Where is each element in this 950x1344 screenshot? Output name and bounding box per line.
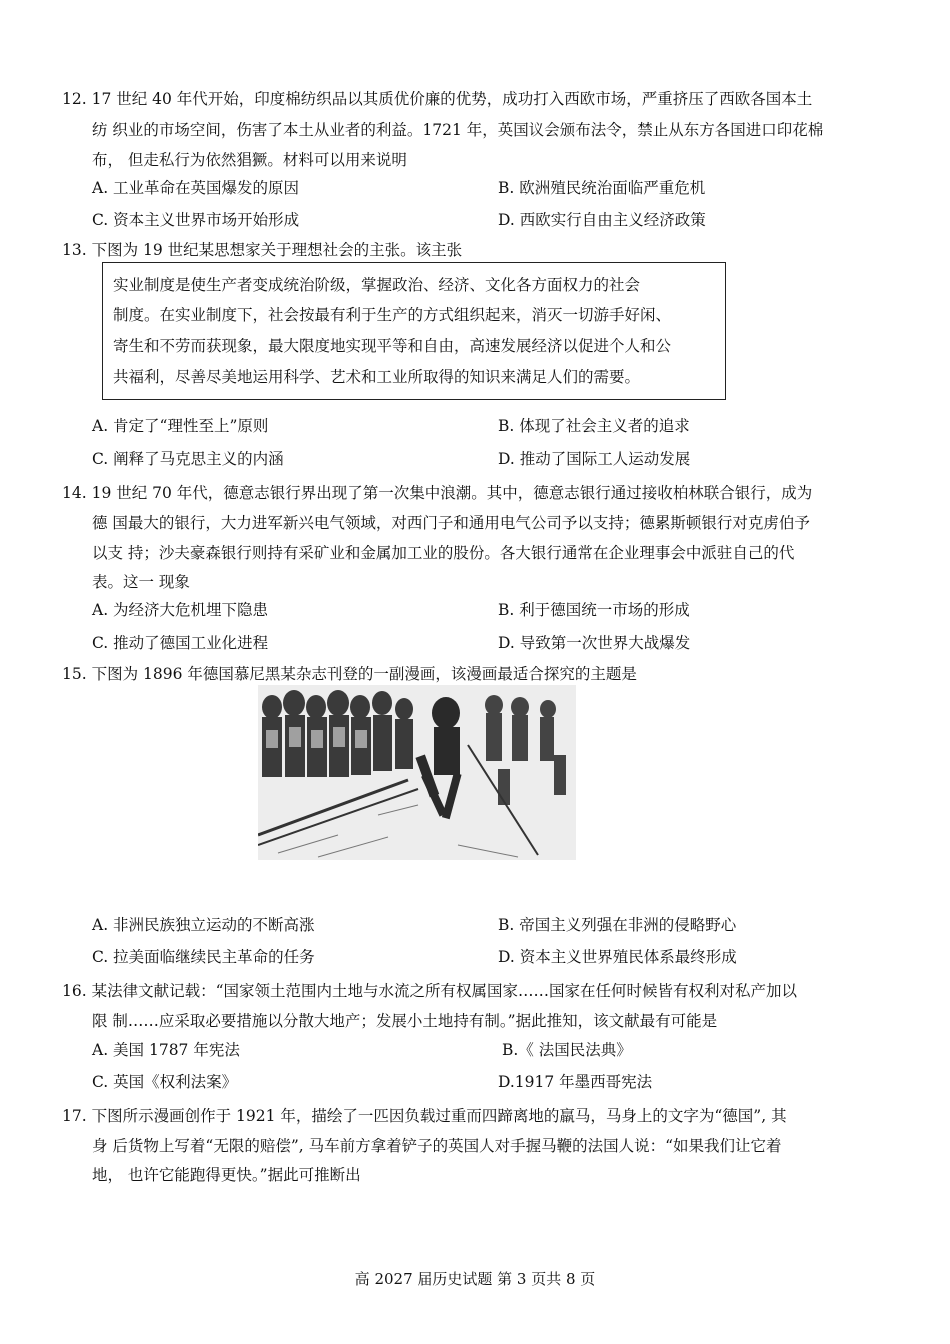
q14-line-4: 表。这一 现象 — [92, 573, 190, 591]
q17-line-2: 身 后货物上写着“无限的赔偿”, 马车前方拿着铲子的英国人对手握马鞭的法国人说：“如果我们让它着 — [92, 1137, 782, 1155]
q14-option-d[interactable]: D. 导致第一次世界大战爆发 — [498, 634, 691, 652]
q13-quote-box — [102, 262, 726, 400]
cartoon-illustration-icon — [258, 685, 576, 860]
q13-quote-line-2: 制度。在实业制度下，社会按最有利于生产的方式组织起来，消灭一切游手好闲、 — [113, 306, 672, 324]
q16-option-b[interactable]: B.《 法国民法典》 — [502, 1041, 632, 1059]
q13-option-b[interactable]: B. 体现了社会主义者的追求 — [498, 417, 690, 435]
q16-option-c[interactable]: C. 英国《权利法案》 — [92, 1073, 238, 1091]
page-footer: 高 2027 届历史试题 第 3 页共 8 页 — [354, 1270, 596, 1288]
q14-line-2: 德 国最大的银行，大力进军新兴电气领域，对西门子和通用电气公司予以支持；德累斯顿银行对克虏伯予 — [92, 514, 810, 532]
q12-line-3: 布， 但走私行为依然猖獗。材料可以用来说明 — [92, 151, 407, 169]
q13-stem: 13. 下图为 19 世纪某思想家关于理想社会的主张。该主张 — [62, 241, 463, 259]
q13-option-a[interactable]: A. 肯定了“理性至上”原则 — [92, 417, 269, 435]
q13-quote-line-1: 实业制度是使生产者变成统治阶级，掌握政治、经济、文化各方面权力的社会 — [113, 276, 641, 294]
q13-option-c[interactable]: C. 阐释了马克思主义的内涵 — [92, 450, 284, 468]
q14-line-1: 14. 19 世纪 70 年代，德意志银行界出现了第一次集中浪潮。其中，德意志银行通过接收柏林联合银行，成为 — [62, 484, 813, 502]
q12-option-c[interactable]: C. 资本主义世界市场开始形成 — [92, 211, 300, 229]
q15-option-d[interactable]: D. 资本主义世界殖民体系最终形成 — [498, 948, 737, 966]
q16-line-2: 限 制……应采取必要措施以分散大地产；发展小土地持有制。”据此推知，该文献最有可能是 — [92, 1012, 718, 1030]
q12-line-2: 纺 织业的市场空间，伤害了本土从业者的利益。1721 年，英国议会颁布法令，禁止从东方各国进口印花棉 — [92, 121, 824, 139]
q17-line-3: 地， 也许它能跑得更快。”据此可推断出 — [92, 1166, 361, 1184]
q16-option-a[interactable]: A. 美国 1787 年宪法 — [92, 1041, 240, 1059]
q15-option-b[interactable]: B. 帝国主义列强在非洲的侵略野心 — [498, 916, 737, 934]
q13-quote-line-3: 寄生和不劳而获现象，最大限度地实现平等和自由，高速发展经济以促进个人和公 — [113, 337, 672, 355]
q12-option-a[interactable]: A. 工业革命在英国爆发的原因 — [92, 179, 300, 197]
q17-line-1: 17. 下图所示漫画创作于 1921 年，描绘了一匹因负载过重而四蹄离地的羸马，马身上的文字为“德国”, 其 — [62, 1107, 787, 1125]
q14-option-c[interactable]: C. 推动了德国工业化进程 — [92, 634, 269, 652]
q16-option-d[interactable]: D.1917 年墨西哥宪法 — [498, 1073, 653, 1091]
q13-option-d[interactable]: D. 推动了国际工人运动发展 — [498, 450, 691, 468]
q15-option-a[interactable]: A. 非洲民族独立运动的不断高涨 — [92, 916, 315, 934]
q13-quote-line-4: 共福利，尽善尽美地运用科学、艺术和工业所取得的知识来满足人们的需要。 — [113, 368, 641, 386]
q12-option-d[interactable]: D. 西欧实行自由主义经济政策 — [498, 211, 706, 229]
q15-stem: 15. 下图为 1896 年德国慕尼黑某杂志刊登的一副漫画，该漫画最适合探究的主题是 — [62, 665, 637, 683]
q15-cartoon-image — [258, 685, 576, 860]
q14-option-b[interactable]: B. 利于德国统一市场的形成 — [498, 601, 690, 619]
q14-option-a[interactable]: A. 为经济大危机埋下隐患 — [92, 601, 269, 619]
q16-line-1: 16. 某法律文献记载：“国家领土范围内土地与水流之所有权属国家……国家在任何时候皆有权利对私产加以 — [62, 982, 798, 1000]
q12-line-1: 12. 17 世纪 40 年代开始，印度棉纺织品以其质优价廉的优势，成功打入西欧市场，严重挤压了西欧各国本土 — [62, 90, 813, 108]
q14-line-3: 以支 持；沙夫豪森银行则持有采矿业和金属加工业的股份。各大银行通常在企业理事会中派驻自己的代 — [92, 544, 795, 562]
q12-option-b[interactable]: B. 欧洲殖民统治面临严重危机 — [498, 179, 706, 197]
q15-option-c[interactable]: C. 拉美面临继续民主革命的任务 — [92, 948, 315, 966]
